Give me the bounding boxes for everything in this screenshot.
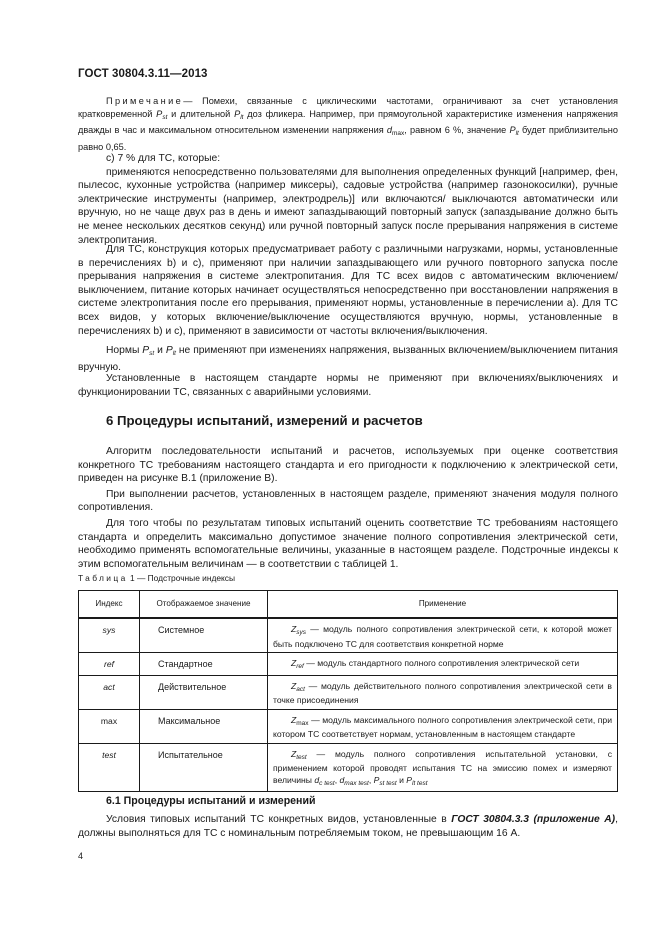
note-paragraph: Примечание— Помехи, связанные с циклическими частотами, ограничивают за счет установления кратковременной $P_{st}$ и длительной $P_{lt}$ доз фликера. Например, при прямоугольной характеристике изменения напряжения дважды в час и максимальном относительном изменении напряжения $d_{max}$, равном 6 %, значение $P_{lt}$ будет приблизительно равно 0,65.: [78, 96, 619, 152]
paragraph-loads: Для ТС, конструкция которых предусматривает работу с различными нагрузками, нормы, установленные в перечислениях b) и c), применяют при наличии запаздывающего или ручного повторного запуска после прерывания напряжения в системе электропитания. Для ТС всех видов с автоматическим включением/выключением, питание которых начинает осуществляться непосредственно при восстановлении напряжения в системе электропитания после его прерывания, применяют нормы, установленные в перечислении а). Для ТС всех видов, у которых включение/выключение осуществляются вручную, нормы, установленные в перечислениях b) и c), применяют в зависимости от частоты включения/выключения.: [78, 244, 618, 337]
document-id-header: ГОСТ 30804.3.11—2013: [78, 68, 208, 80]
table-row: ref Стандартное $Z_{ref}$ — модуль стандартного полного сопротивления электрической сети: [79, 653, 618, 676]
note-label: Примечание: [106, 96, 184, 106]
paragraph-emergency: Установленные в настоящем стандарте нормы не применяют при включениях/выключениях и функционировании ТС, связанных с аварийными условиями.: [78, 373, 618, 398]
table-row: max Максимальное $Z_{max}$ — модуль максимального полного сопротивления электрической сети, при котором ТС соответствует нормам, установленным в настоящем стандарте: [79, 709, 618, 743]
header-application: Применение: [268, 591, 618, 619]
paragraph-norms: Нормы $P_{st}$ и $P_{lt}$ не применяют при изменениях напряжения, вызванных включением/выключением питания вручную.: [78, 345, 618, 373]
section-6-p2: При выполнении расчетов, установленных в настоящем разделе, применяют значения модуля полного сопротивления.: [78, 488, 618, 514]
standard-reference-link: ГОСТ 30804.3.3 (приложение А): [451, 814, 616, 825]
table-row: sys Системное $Z_{sys}$ — модуль полного сопротивления электрической сети, к которой может быть подключено ТС для соответствия конкретной норме: [79, 618, 618, 653]
section-6-heading: 6 Процедуры испытаний, измерений и расчетов: [106, 413, 423, 428]
item-c-title: c) 7 % для ТС, которые:: [106, 153, 221, 164]
section-6-p3: Для того чтобы по результатам типовых испытаний оценить соответствие ТС требованиям настоящего стандарта и определить максимально допустимое значение полного сопротивления электрической сети, необходимо применять вспомогательные величины, указанные в настоящем разделе. Подстрочные индексы к этим вспомогательным величинам — в соответствии с таблицей 1.: [78, 517, 618, 570]
header-index: Индекс: [79, 591, 140, 619]
section-6-1-heading: 6.1 Процедуры испытаний и измерений: [106, 795, 316, 807]
header-value: Отображаемое значение: [140, 591, 268, 619]
section-6-body: [78, 445, 618, 571]
table-row: act Действительное $Z_{act}$ — модуль действительного полного сопротивления электрической сети в точке присоединения: [79, 675, 618, 709]
subscript-index-table: [78, 590, 618, 792]
item-c: [78, 152, 618, 247]
page-number: 4: [78, 851, 84, 861]
table-1: [78, 590, 618, 792]
item-c-body: применяются непосредственно пользователями для выполнения определенных функций [например, фен, пылесос, кухонные устройства (например миксеры), садовые устройства (например газонокосилки), ручные электрические инструменты (например, электродрель)] или включаются/ выключаются автоматически или вручную, но не чаще двух раз в день и имеют запаздывающий повторный запуск (запаздывание должно быть не менее нескольких десятков секунд) или ручной повторный запуск после прерывания напряжения в системе электропитания.: [78, 166, 618, 246]
section-6-p1: Алгоритм последовательности испытаний и расчетов, используемых при оценке соответствия конкретного ТС требованиям настоящего стандарта и его пригодности к подключению к электрической сети, приведен на рисунке В.1 (приложение В).: [78, 446, 618, 485]
table-1-caption: Таблица 1 — Подстрочные индексы: [78, 573, 235, 583]
table-row: test Испытательное $Z_{test}$ — модуль полного сопротивления испытательной установки, с применением которой проводят испытания ТС на эмиссию помех и измеряют величины $d_{c test}$, $d_{max test}$, $P_{st test}$ и $P_{lt test}$: [79, 743, 618, 792]
table-header-row: [79, 591, 618, 619]
section-6-1-body: Условия типовых испытаний ТС конкретных видов, установленные в ГОСТ 30804.3.3 (приложение А), должны выполняться для ТС с номинальным потребляемым током, не превышающим 16 А.: [78, 814, 618, 839]
